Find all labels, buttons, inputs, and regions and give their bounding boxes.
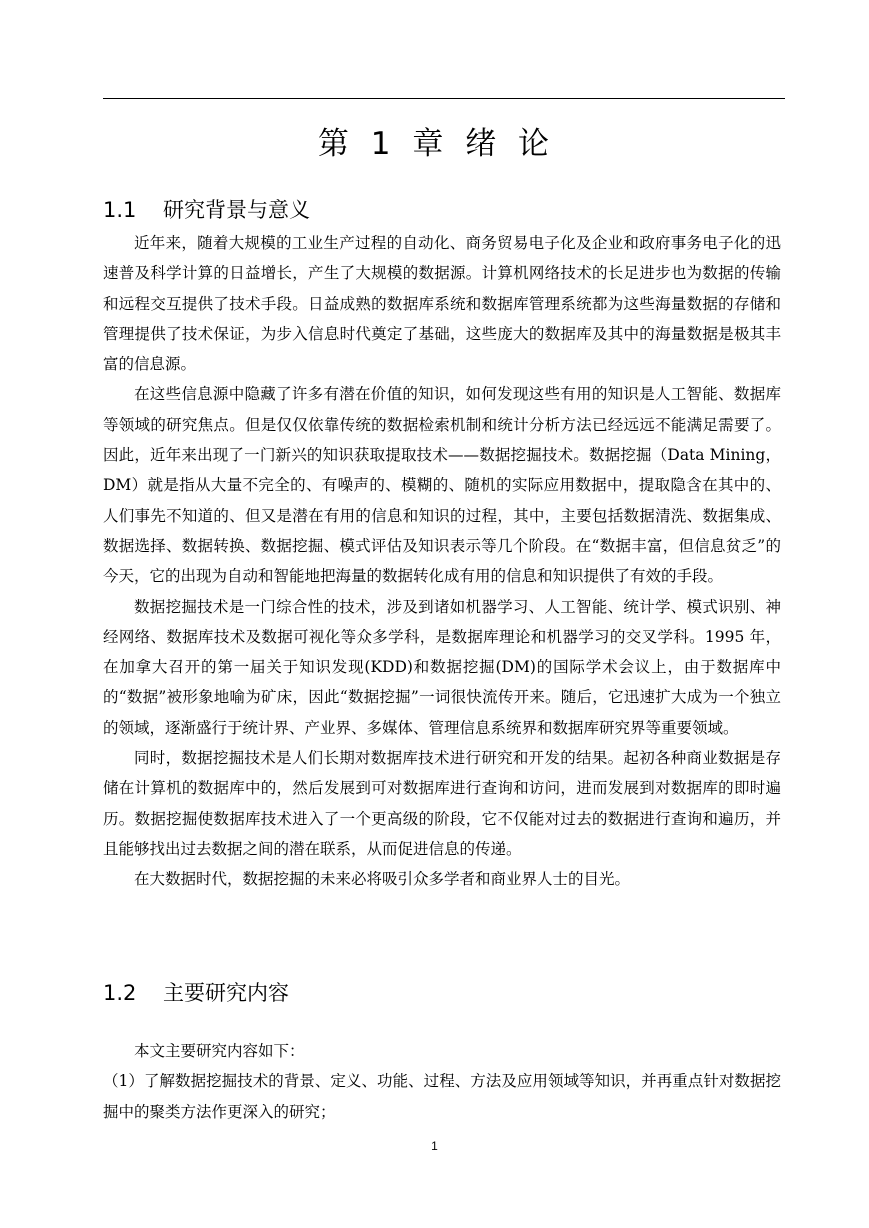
paragraph: 在大数据时代，数据挖掘的未来必将吸引众多学者和商业界人士的目光。 — [134, 870, 631, 889]
section-heading-1-2 — [103, 978, 289, 1008]
section-1-1-body — [103, 228, 781, 895]
page-number: 1 — [431, 1139, 438, 1153]
section-title: 主要研究内容 — [163, 981, 289, 1005]
chapter-title: 第 1 章 绪 论 — [317, 126, 552, 162]
paragraph: 近年来，随着大规模的工业生产过程的自动化、商务贸易电子化及企业和政府事务电子化的迅速普及科学计算的日益增长，产生了大规模的数据源。计算机网络技术的长足进步也为数据的传输和远程交互提供了技术手段。日益成熟的数据库系统和数据库管理系统都为这些海量数据的存储和管理提供了技术保证，为步入信息时代奠定了基础，这些庞大的数据库及其中的海量数据是极其丰富的信息源。 — [103, 234, 781, 374]
paragraph: 同时，数据挖掘技术是人们长期对数据库技术进行研究和开发的结果。起初各种商业数据是存储在计算机的数据库中的，然后发展到可对数据库进行查询和访问，进而发展到对数据库的即时遍历。数据挖掘使数据库技术进入了一个更高级的阶段，它不仅能对过去的数据进行查询和遍历，并且能够找出过去数据之间的潜在联系，从而促进信息的传递。 — [103, 749, 781, 858]
section-intro: 本文主要研究内容如下： — [134, 1042, 305, 1060]
paragraph: 在这些信息源中隐藏了许多有潜在价值的知识，如何发现这些有用的知识是人工智能、数据库等领域的研究焦点。但是仅仅依靠传统的数据检索机制和统计分析方法已经远远不能满足需要了。因此，近年来出现了一门新兴的知识获取提取技术——数据挖掘技术。数据挖掘（Data Mining，DM）就是指从大量不完全的、有噪声的、模糊的、随机的实际应用数据中，提取隐含在其中的、人们事先不知道的、但又是潜在有用的信息和知识的过程，其中，主要包括数据清洗、数据集成、数据选择、数据转换、数据挖掘、模式评估及知识表示等几个阶段。在“数据丰富，但信息贫乏”的今天，它的出现为自动和智能地把海量的数据转化成有用的信息和知识提供了有效的手段。 — [103, 385, 781, 586]
paragraph: 数据挖掘技术是一门综合性的技术，涉及到诸如机器学习、人工智能、统计学、模式识别、神经网络、数据库技术及数据可视化等众多学科，是数据库理论和机器学习的交叉学科。1995 年，在加拿大召开的第一届关于知识发现(KDD)和数据挖掘(DM)的国际学术会议上，由于数据库中的“数据”被形象地喻为矿床，因此“数据挖掘”一词很快流传开来。随后，它迅速扩大成为一个独立的领域，逐渐盛行于统计界、产业界、多媒体、管理信息系统界和数据库研究界等重要领域。 — [103, 597, 781, 737]
section-heading-1-1 — [103, 195, 310, 225]
section-number: 1.2 — [103, 981, 137, 1005]
list-item: （1）了解数据挖掘技术的背景、定义、功能、过程、方法及应用领域等知识，并再重点针对数据挖掘中的聚类方法作更深入的研究； — [103, 1072, 781, 1121]
section-1-2-body — [103, 1036, 781, 1127]
header-rule — [103, 98, 785, 99]
section-title: 研究背景与意义 — [163, 198, 310, 222]
section-number: 1.1 — [103, 198, 137, 222]
